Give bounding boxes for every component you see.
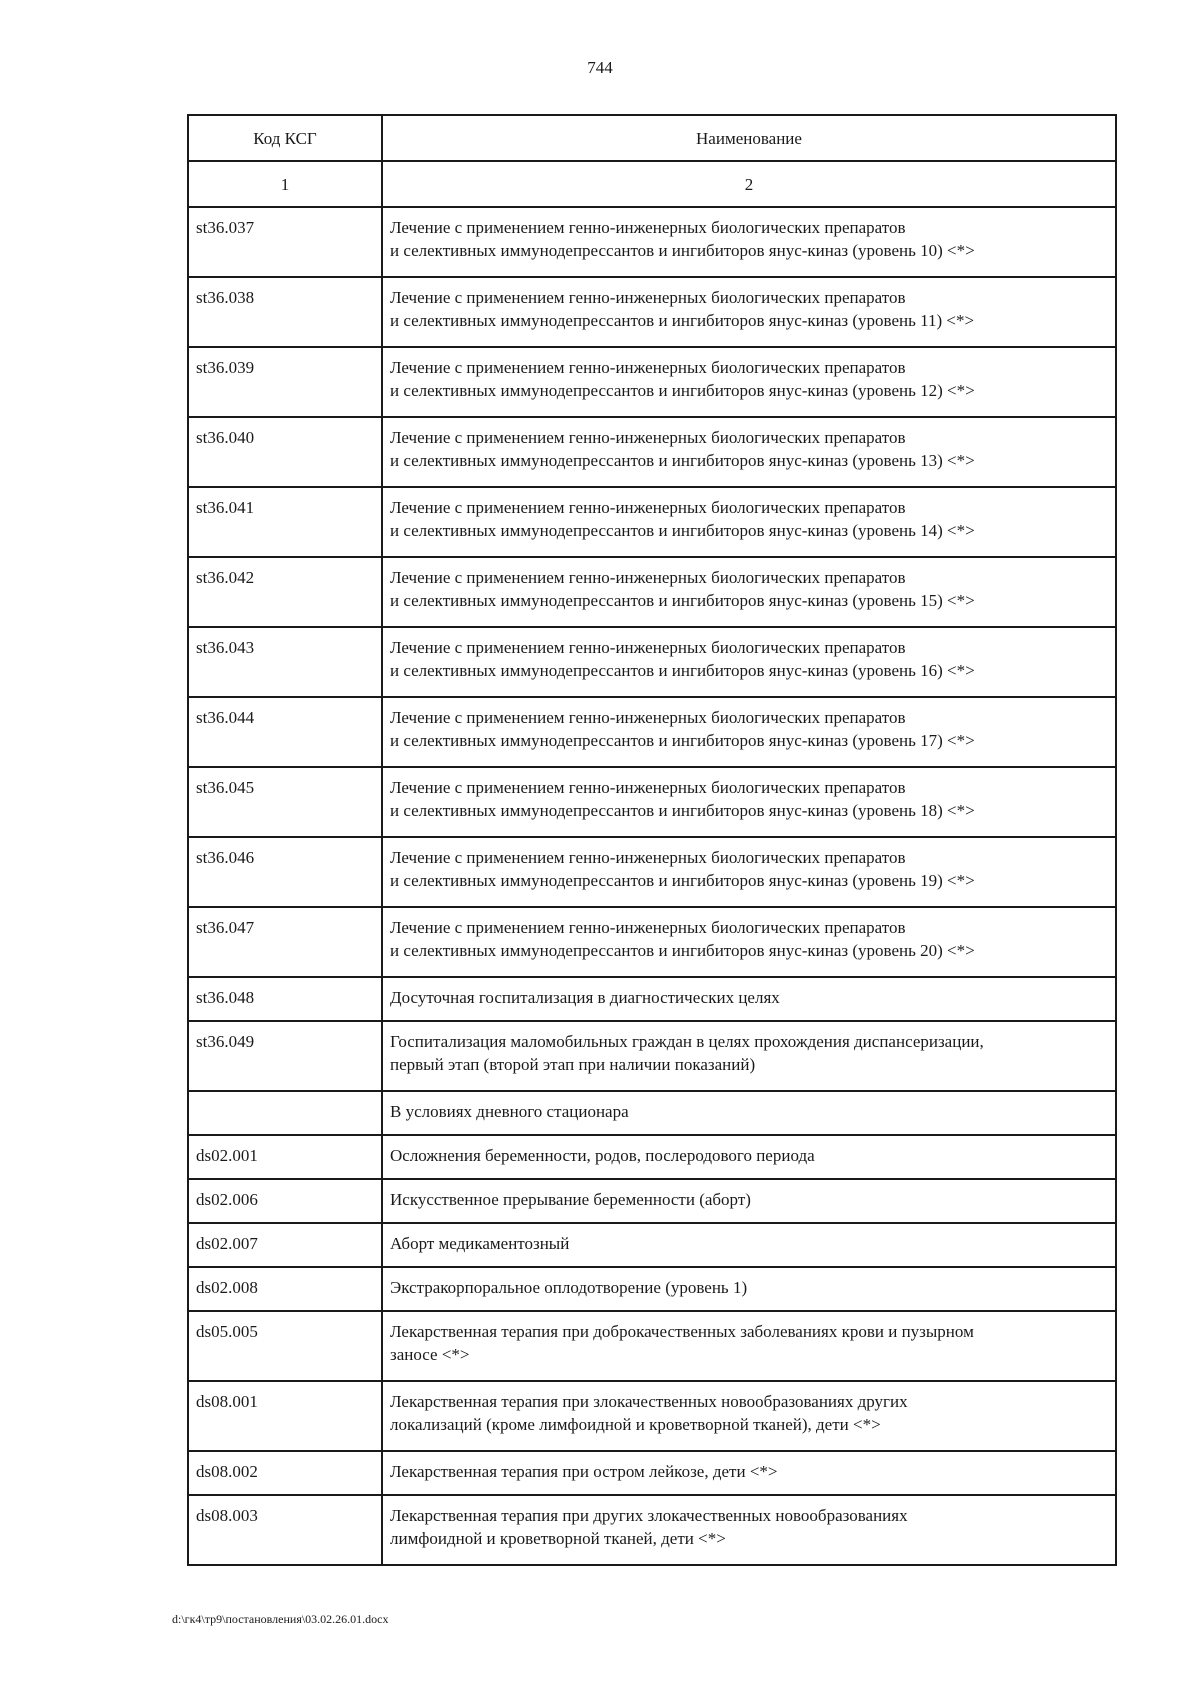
- row-name-line: Лечение с применением генно-инженерных биологических препаратов: [390, 708, 906, 727]
- row-name-line: Аборт медикаментозный: [390, 1234, 570, 1253]
- row-name-line: заносе <*>: [390, 1345, 470, 1364]
- row-name: [382, 697, 1116, 767]
- column-number-2: 2: [382, 161, 1116, 207]
- row-code: st36.038: [188, 277, 382, 347]
- row-name: [382, 627, 1116, 697]
- row-code: ds02.008: [188, 1267, 382, 1311]
- row-code: st36.042: [188, 557, 382, 627]
- table-row: [188, 627, 1116, 697]
- row-name-line: и селективных иммунодепрессантов и ингибиторов янус-киназ (уровень 13) <*>: [390, 451, 975, 470]
- row-name-line: и селективных иммунодепрессантов и ингибиторов янус-киназ (уровень 10) <*>: [390, 241, 975, 260]
- row-name: [382, 1021, 1116, 1091]
- row-name-line: и селективных иммунодепрессантов и ингибиторов янус-киназ (уровень 15) <*>: [390, 591, 975, 610]
- row-name-line: Лечение с применением генно-инженерных биологических препаратов: [390, 218, 906, 237]
- column-number-1: 1: [188, 161, 382, 207]
- row-name: [382, 277, 1116, 347]
- row-code: st36.047: [188, 907, 382, 977]
- table-row: [188, 1267, 1116, 1311]
- row-code: ds02.006: [188, 1179, 382, 1223]
- row-name: [382, 1311, 1116, 1381]
- row-name: [382, 1381, 1116, 1451]
- row-name: [382, 1135, 1116, 1179]
- row-name: [382, 1179, 1116, 1223]
- row-code: ds08.001: [188, 1381, 382, 1451]
- table-row: [188, 767, 1116, 837]
- row-name: [382, 1451, 1116, 1495]
- row-name-line: Лекарственная терапия при доброкачественных заболеваниях крови и пузырном: [390, 1322, 974, 1341]
- row-name-line: и селективных иммунодепрессантов и ингибиторов янус-киназ (уровень 11) <*>: [390, 311, 975, 330]
- table-row: [188, 1311, 1116, 1381]
- table-row: [188, 837, 1116, 907]
- row-name-line: Лечение с применением генно-инженерных биологических препаратов: [390, 778, 906, 797]
- row-name: [382, 557, 1116, 627]
- row-name-line: Лечение с применением генно-инженерных биологических препаратов: [390, 358, 906, 377]
- row-name-line: и селективных иммунодепрессантов и ингибиторов янус-киназ (уровень 18) <*>: [390, 801, 975, 820]
- row-code: st36.044: [188, 697, 382, 767]
- row-code: st36.037: [188, 207, 382, 277]
- table-body: [188, 207, 1116, 1565]
- row-name-line: и селективных иммунодепрессантов и ингибиторов янус-киназ (уровень 20) <*>: [390, 941, 975, 960]
- table-header-row: [188, 115, 1116, 161]
- row-name: [382, 207, 1116, 277]
- row-name: [382, 1091, 1116, 1135]
- row-name: [382, 1495, 1116, 1565]
- row-name: [382, 837, 1116, 907]
- row-name: [382, 907, 1116, 977]
- row-code: ds02.001: [188, 1135, 382, 1179]
- row-name-line: Лечение с применением генно-инженерных биологических препаратов: [390, 848, 906, 867]
- row-code: st36.043: [188, 627, 382, 697]
- row-name-line: Лечение с применением генно-инженерных биологических препаратов: [390, 638, 906, 657]
- row-name: [382, 347, 1116, 417]
- table-row: [188, 1135, 1116, 1179]
- header-name: Наименование: [382, 115, 1116, 161]
- row-code: st36.041: [188, 487, 382, 557]
- row-name: [382, 417, 1116, 487]
- row-name-line: Лекарственная терапия при других злокачественных новообразованиях: [390, 1506, 908, 1525]
- row-code: st36.039: [188, 347, 382, 417]
- table-row: [188, 1179, 1116, 1223]
- row-name-line: и селективных иммунодепрессантов и ингибиторов янус-киназ (уровень 19) <*>: [390, 871, 975, 890]
- page-number: 744: [587, 58, 613, 77]
- row-code: st36.048: [188, 977, 382, 1021]
- row-name-line: и селективных иммунодепрессантов и ингибиторов янус-киназ (уровень 12) <*>: [390, 381, 975, 400]
- row-name-line: и селективных иммунодепрессантов и ингибиторов янус-киназ (уровень 16) <*>: [390, 661, 975, 680]
- row-code: st36.046: [188, 837, 382, 907]
- row-code: [188, 1091, 382, 1135]
- table-row: [188, 417, 1116, 487]
- ksg-table: [187, 114, 1117, 1566]
- row-name-line: Лечение с применением генно-инженерных биологических препаратов: [390, 568, 906, 587]
- row-name-line: Госпитализация маломобильных граждан в целях прохождения диспансеризации,: [390, 1032, 984, 1051]
- row-name-line: первый этап (второй этап при наличии показаний): [390, 1055, 756, 1074]
- header-code: Код КСГ: [188, 115, 382, 161]
- row-name-line: лимфоидной и кроветворной тканей, дети <*>: [390, 1529, 726, 1548]
- row-name-line: Искусственное прерывание беременности (аборт): [390, 1190, 751, 1209]
- row-code: ds05.005: [188, 1311, 382, 1381]
- row-code: st36.040: [188, 417, 382, 487]
- table-row: [188, 347, 1116, 417]
- table-row: [188, 1223, 1116, 1267]
- row-name-line: Осложнения беременности, родов, послеродового периода: [390, 1146, 815, 1165]
- table-row: [188, 207, 1116, 277]
- table-row: [188, 1021, 1116, 1091]
- table-row: [188, 487, 1116, 557]
- row-code: ds08.002: [188, 1451, 382, 1495]
- footer-file-path: d:\гк4\тр9\постановления\03.02.26.01.docx: [172, 1612, 389, 1626]
- table-row: [188, 977, 1116, 1021]
- row-code: st36.049: [188, 1021, 382, 1091]
- row-code: ds08.003: [188, 1495, 382, 1565]
- table-row: [188, 557, 1116, 627]
- row-name-line: Экстракорпоральное оплодотворение (уровень 1): [390, 1278, 748, 1297]
- row-name-line: и селективных иммунодепрессантов и ингибиторов янус-киназ (уровень 17) <*>: [390, 731, 975, 750]
- table-row: [188, 1495, 1116, 1565]
- row-name-line: Лекарственная терапия при остром лейкозе, дети <*>: [390, 1462, 778, 1481]
- row-name: [382, 487, 1116, 557]
- table-row: [188, 1381, 1116, 1451]
- row-name: [382, 767, 1116, 837]
- row-code: ds02.007: [188, 1223, 382, 1267]
- column-number-row: [188, 161, 1116, 207]
- row-name: [382, 1267, 1116, 1311]
- row-name-line: Лечение с применением генно-инженерных биологических препаратов: [390, 288, 906, 307]
- table-row: [188, 1451, 1116, 1495]
- row-name-line: Досуточная госпитализация в диагностических целях: [390, 988, 780, 1007]
- row-code: st36.045: [188, 767, 382, 837]
- row-name-line: Лечение с применением генно-инженерных биологических препаратов: [390, 428, 906, 447]
- table-row: [188, 277, 1116, 347]
- row-name-line: В условиях дневного стационара: [390, 1102, 629, 1121]
- row-name-line: Лечение с применением генно-инженерных биологических препаратов: [390, 918, 906, 937]
- row-name-line: Лекарственная терапия при злокачественных новообразованиях других: [390, 1392, 908, 1411]
- row-name-line: и селективных иммунодепрессантов и ингибиторов янус-киназ (уровень 14) <*>: [390, 521, 975, 540]
- row-name: [382, 977, 1116, 1021]
- table-row: [188, 1091, 1116, 1135]
- table-row: [188, 907, 1116, 977]
- row-name-line: Лечение с применением генно-инженерных биологических препаратов: [390, 498, 906, 517]
- table-row: [188, 697, 1116, 767]
- row-name: [382, 1223, 1116, 1267]
- row-name-line: локализаций (кроме лимфоидной и кроветворной тканей), дети <*>: [390, 1415, 881, 1434]
